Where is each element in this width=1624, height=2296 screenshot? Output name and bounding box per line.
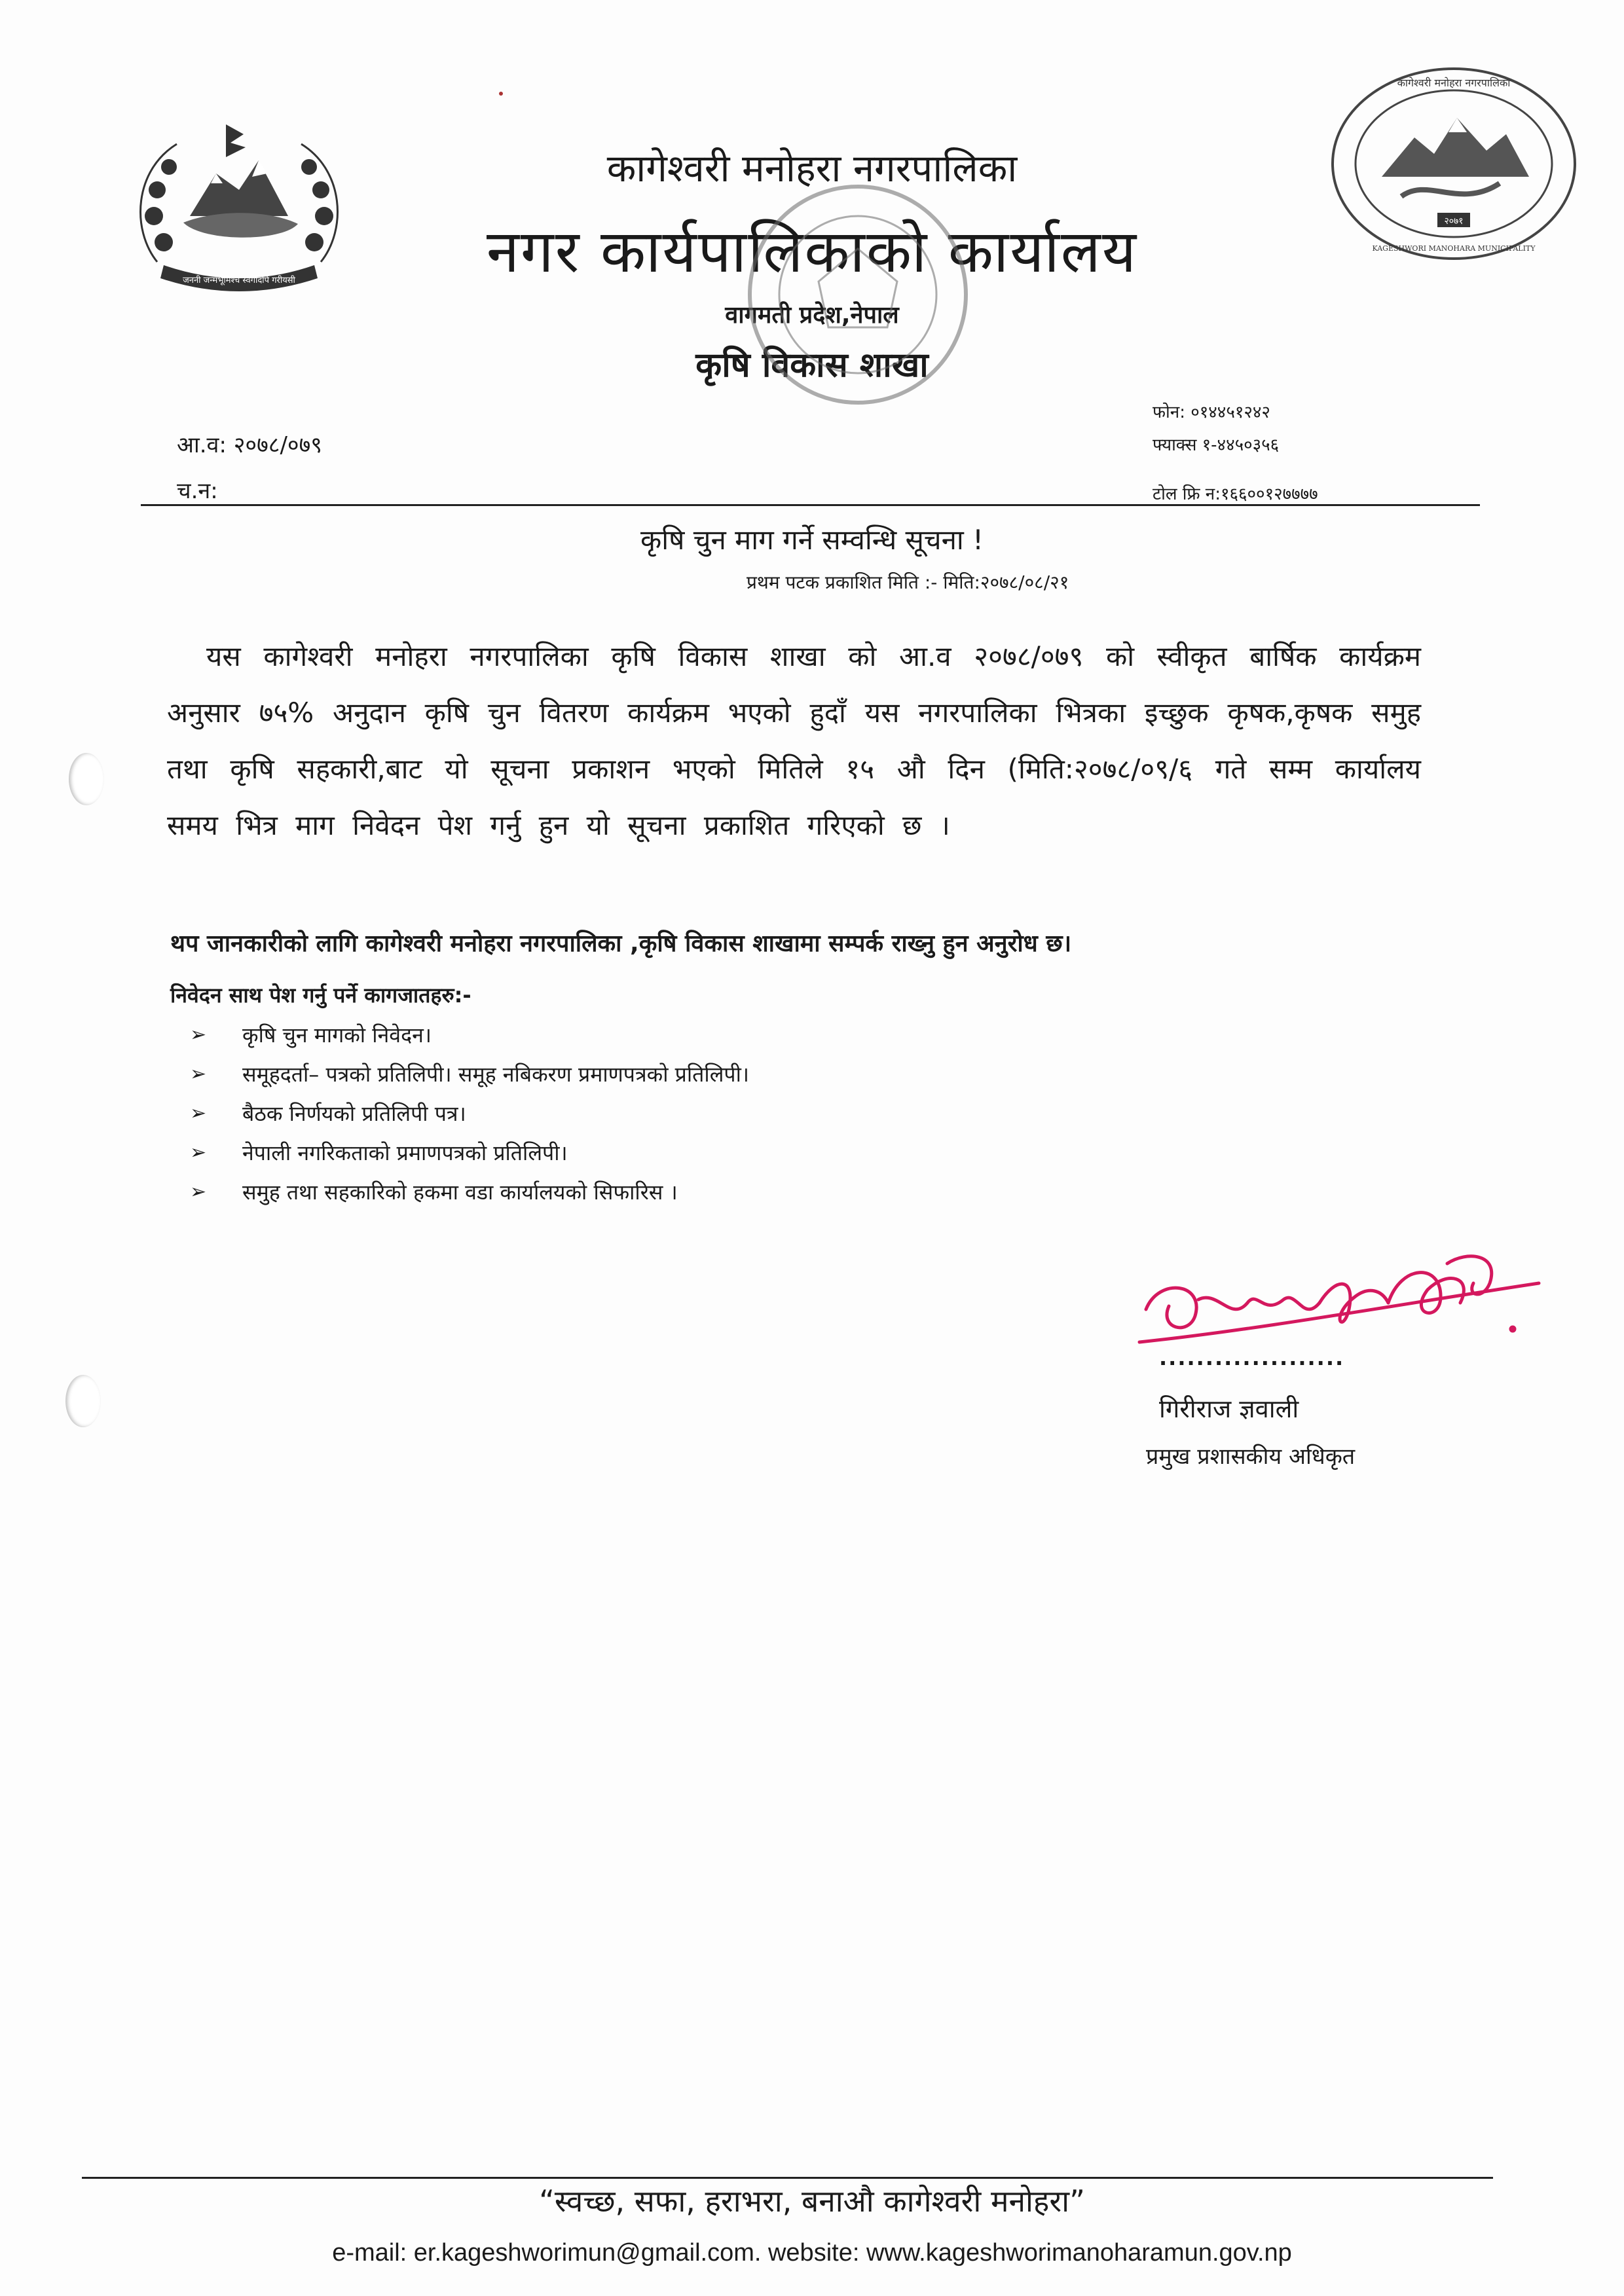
municipality-name: कागेश्वरी मनोहरा नगरपालिका [606,146,1018,191]
seal-english-text: KAGESHWORI MANOHARA MUNICIPALITY [1372,244,1536,253]
list-item [190,1178,749,1205]
signature-line: .................... [1159,1345,1345,1370]
list-item [190,1139,749,1165]
list-item [190,1100,749,1126]
punch-hole-bottom [65,1375,101,1427]
province-line: वागमती प्रदेश,नेपाल [725,302,899,329]
signer-title: प्रमुख प्रशासकीय अधिकृत [1146,1444,1356,1470]
office-stamp-icon [720,183,995,426]
footer-contact: e-mail: er.kageshworimun@gmail.com. website: www.kageshworimanoharamun.gov.np [332,2239,1292,2267]
document-item: नेपाली नगरिकताको प्रमाणपत्रको प्रतिलिपी। [242,1140,568,1165]
signer-name: गिरीराज ज्ञवाली [1159,1394,1299,1423]
footer-divider [82,2177,1493,2179]
fax-number: फ्याक्स १-४४५०३५६ [1153,435,1280,455]
notice-body: यस कागेश्वरी मनोहरा नगरपालिका कृषि विकास शाखा को आ.व २०७८/०७९ को स्वीकृत बार्षिक कार्यक्रम अनुसार ७५% अनुदान कृषि चुन वितरण कार्यक्रम भएको हुदाँ यस नगरपालिका भित्रका इच्छुक कृषक,कृषक समुह तथा कृषि सहकारी,बाट यो सूचना प्रकाशन भएको मितिले १५ औ दिन (मिति:२०७८/०९/६ गते सम्म कार्यालय समय भित्र माग निवेदन पेश गर्नु हुन यो सूचना प्रकाशित गरिएको छ । [167,640,1421,841]
documents-list [190,1021,749,1218]
section-name: कृषि विकास शाखा [695,346,929,385]
notice-subject: कृषि चुन माग गर्ने सम्वन्धि सूचना ! [640,524,984,556]
punch-hole-top [69,753,104,805]
document-item: समूहदर्ता– पत्रको प्रतिलिपी। समूह नबिकरण प्रमाणपत्रको प्रतिलिपी। [242,1061,749,1087]
paper-speck [499,92,503,96]
office-title: नगर कार्यपालिकाको कार्यालय [486,217,1138,286]
phone-number: फोन: ०१४४५१२४२ [1153,403,1270,422]
arrow-bullet-icon: ➢ [190,1180,207,1203]
seal-text: कागेश्वरी मनोहरा नगरपालिका [1397,77,1511,89]
footer-slogan: “स्वच्छ, सफा, हराभरा, बनाऔ कागेश्वरी मनोहरा” [539,2183,1085,2219]
toll-free-number: टोल फ्रि न:१६६००१२७७७७ [1153,484,1318,504]
header-divider [141,504,1480,506]
arrow-bullet-icon: ➢ [190,1101,207,1125]
document-item: समुह तथा सहकारिको हकमा वडा कार्यालयको सिफारिस । [242,1179,678,1205]
published-date: प्रथम पटक प्रकाशित मिति :- मिति:२०७८/०८/२१ [747,572,1069,593]
documents-title: निवेदन साथ पेश गर्नु पर्ने कागजातहरु:- [170,983,471,1008]
emblem-motto: जननी जन्मभूमिश्च स्वर्गादपि गरीयसी [183,276,295,285]
signature-icon [1133,1237,1552,1362]
fiscal-year: आ.व: २०७८/०७९ [177,432,322,458]
list-item [190,1061,749,1087]
contact-request: थप जानकारीको लागि कागेश्वरी मनोहरा नगरपालिका ,कृषि विकास शाखामा सम्पर्क राख्नु हुन अनुरोध छ। [170,930,1072,957]
seal-year: २०७१ [1444,216,1464,227]
arrow-bullet-icon: ➢ [190,1023,207,1046]
arrow-bullet-icon: ➢ [190,1140,207,1164]
document-item: बैठक निर्णयको प्रतिलिपी पत्र। [242,1101,466,1126]
arrow-bullet-icon: ➢ [190,1062,207,1085]
document-item: कृषि चुन मागको निवेदन। [242,1022,432,1048]
list-item [190,1021,749,1048]
reference-number: च.न: [177,478,218,504]
